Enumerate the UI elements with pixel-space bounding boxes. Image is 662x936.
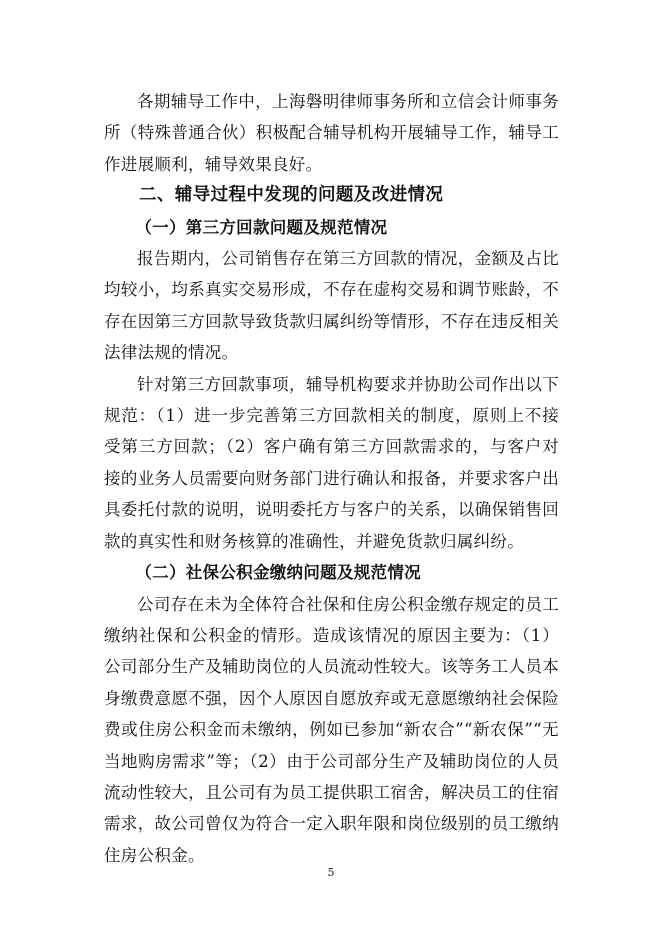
paragraph-social-security: 公司存在未为全体符合社保和住房公积金缴存规定的员工缴纳社保和公积金的情形。造成该情况的原因主要为：（1）公司部分生产及辅助岗位的人员流动性较大。该等务工人员本身缴费意愿不强，因个人原因自愿放弃或无意愿缴纳社会保险费或住房公积金而未缴纳，例如已参加“新农合”“新农保”“无当地购房需求”等；（2）由于公司部分生产及辅助岗位的人员流动性较大，且公司有为员工提供职工宿舍，解决员工的住宿需求，故公司曾仅为符合一定入职年限和岗位级别的员工缴纳住房公积金。 <box>104 594 559 865</box>
document-body <box>104 86 559 871</box>
paragraph-third-party-measures: 针对第三方回款事项，辅导机构要求并协助公司作出以下规范：（1）进一步完善第三方回款相关的制度，原则上不接受第三方回款；（2）客户确有第三方回款需求的，与客户对接的业务人员需要向财务部门进行确认和报备，并要求客户出具委托付款的说明，说明委托方与客户的关系，以确保销售回款的真实性和财务核算的准确性，并避免货款归属纠纷。 <box>104 374 559 551</box>
paragraph-third-party-payment: 报告期内，公司销售存在第三方回款的情况，金额及占比均较小，均系真实交易形成，不存在虚构交易和调节账龄，不存在因第三方回款导致货款归属纠纷等情形，不存在违反相关法律法规的情况。 <box>104 249 559 363</box>
subsection-heading-2: （二）社保公积金缴纳问题及规范情况 <box>135 563 421 583</box>
page-number: 5 <box>327 866 335 879</box>
paragraph-intro: 各期辅导工作中，上海磐明律师事务所和立信会计师事务所（特殊普通合伙）积极配合辅导机构开展辅导工作，辅导工作进展顺利，辅导效果良好。 <box>104 92 559 174</box>
subsection-heading-1: （一）第三方回款问题及规范情况 <box>135 217 388 237</box>
section-heading-2: 二、辅导过程中发现的问题及改进情况 <box>139 185 444 206</box>
